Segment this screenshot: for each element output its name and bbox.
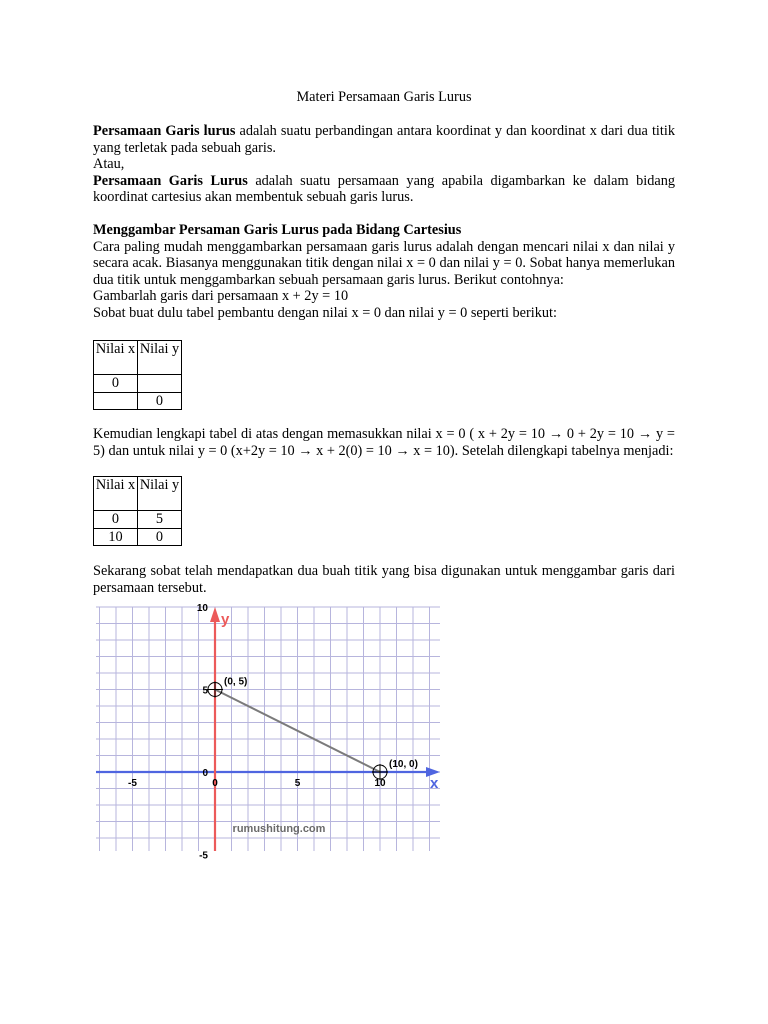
document-title: Materi Persamaan Garis Lurus [296,89,472,105]
completed-table [93,476,182,546]
definition-2-text: adalah suatu persamaan yang apabila digambarkan ke dalam bidang koordinat cartesius akan membentuk sebuah garis lurus. [93,172,675,205]
x-tick-label: 0 [212,778,218,789]
graph-background [96,607,440,851]
conclusion-paragraph: Sekarang sobat telah mendapatkan dua buah titik yang bisa digunakan untuk menggambar garis dari persamaan tersebut. [93,563,675,596]
table-cell [138,375,182,393]
section-paragraph: Cara paling mudah menggambarkan persamaan garis lurus adalah dengan mencari nilai x dan nilai y secara acak. Biasanya menggunakan titik dengan nilai x = 0 dan nilai y = 0. Sobat hanya memerlukan dua titik untuk menggambarkan sebuah persamaan garis lurus. Berikut contohnya: [93,238,675,288]
point-label: (10, 0) [389,759,418,770]
alternative-label: Atau, [93,156,125,172]
table-row [94,528,182,546]
table-cell: 10 [94,528,138,546]
completion-paragraph-block [93,426,675,459]
y-tick-label: 10 [196,603,208,614]
cartesian-graph [96,603,440,862]
point-label: (0, 5) [224,676,248,688]
watermark: rumushitung.com [232,823,326,835]
table-cell: 0 [94,375,138,393]
x-tick-label: 10 [374,778,386,789]
example-statement: Gambarlah garis dari persamaan x + 2y = 10 [93,288,349,304]
table-intro: Sobat buat dulu tabel pembantu dengan nilai x = 0 dan nilai y = 0 seperti berikut: [93,304,557,321]
table-cell: 0 [138,528,182,546]
table-header-row [94,477,182,511]
table-cell: 5 [138,511,182,529]
y-tick-label: 5 [202,685,208,697]
table-row [94,511,182,529]
x-tick-label: 5 [294,778,301,789]
y-tick-label: 0 [202,768,208,779]
table-header-row [94,341,182,375]
graph-canvas [96,603,440,862]
x-axis-label: x [430,775,439,792]
x-tick-label: -5 [128,778,137,789]
table-cell: 0 [138,392,182,410]
definition-1-text: adalah suatu perbandingan antara koordinat y dan koordinat x dari dua titik yang terletak pada sebuah garis. [93,123,675,156]
conclusion-paragraph-block [93,563,675,596]
table-header-x: Nilai x [94,477,138,511]
y-axis-label: y [221,611,230,628]
table-row [94,375,182,393]
table-row [94,392,182,410]
term-2: Persamaan Garis Lurus [93,172,248,189]
table-header-y: Nilai y [138,341,182,375]
definition-2 [93,173,675,206]
section-heading: Menggambar Persaman Garis Lurus pada Bidang Cartesius [93,222,462,238]
table-header-y: Nilai y [138,477,182,511]
table-cell: 0 [94,511,138,529]
definition-1 [93,123,675,156]
definition-block [93,123,675,206]
table-cell [94,392,138,410]
table-header-x: Nilai x [94,341,138,375]
y-tick-label: -5 [199,850,208,862]
helper-table [93,340,182,410]
term-1: Persamaan Garis lurus [93,123,236,139]
completion-paragraph: Kemudian lengkapi tabel di atas dengan memasukkan nilai x = 0 ( x + 2y = 10 → 0 + 2y = 10 → y = 5) dan untuk nilai y = 0 (x+2y = 10 → x + 2(0) = 10 → x = 10). Setelah dilengkapi tabelnya menjadi: [93,426,675,459]
section-block [93,222,675,321]
